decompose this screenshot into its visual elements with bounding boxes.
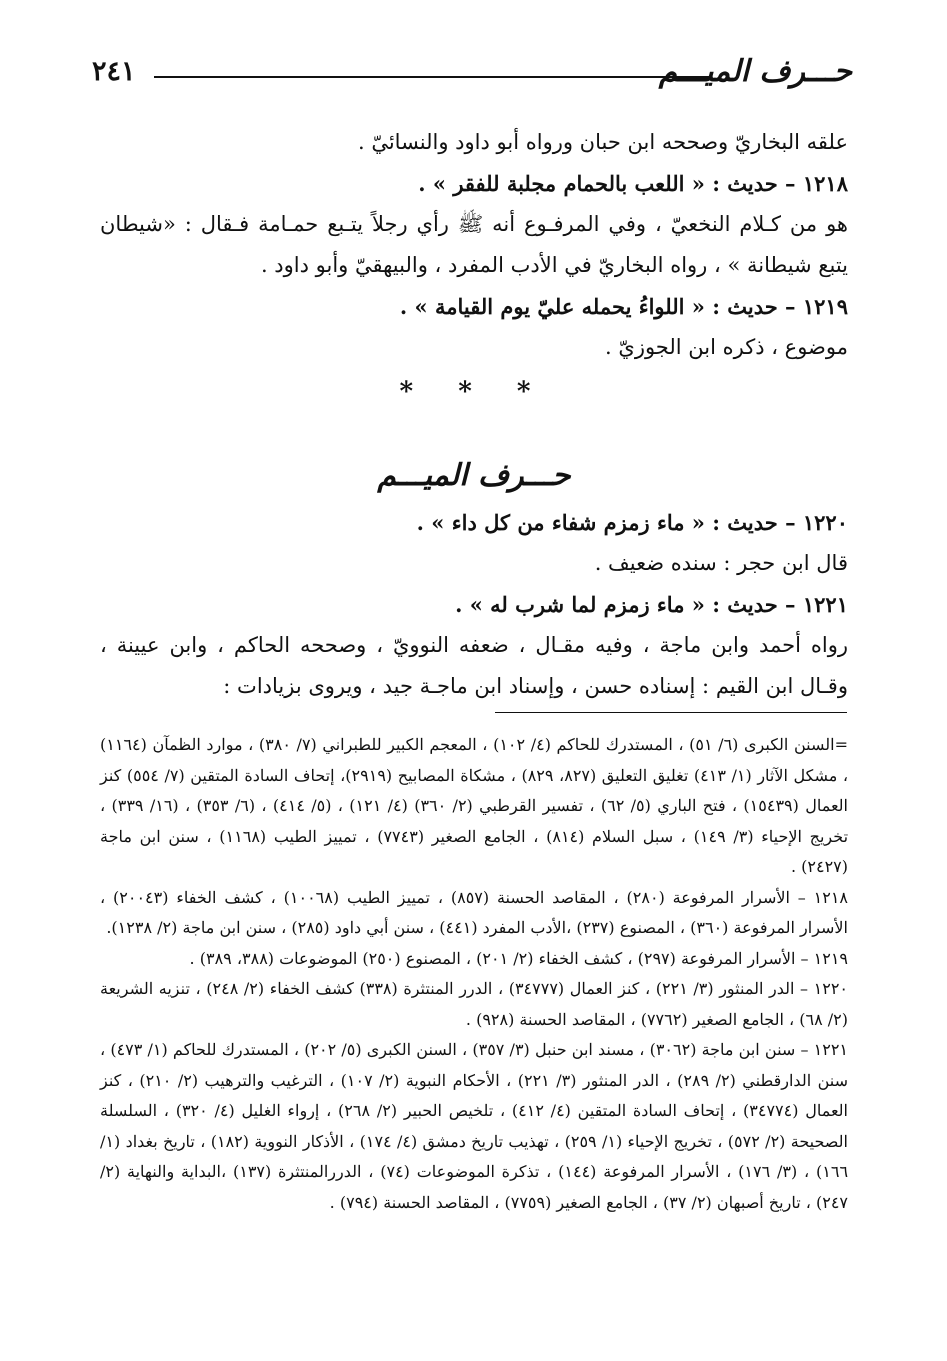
section-separator: * * *	[399, 377, 549, 407]
footnote: ١٢١٨ – الأسرار المرفوعة (٢٨٠) ، المقاصد الحسنة (٨٥٧) ، تمييز الطيب (١٠٠٦٨) ، كشف الخفاء (٢٠٠٤٣) ، الأسرار المرفوعة (٣٦٠) ، المصنوع (٢٣٧) ،الأدب المفرد (٤٤١) ، سنن أبي داود (٢٨٥) ، سنن ابن ماجة (٢/ ١٢٣٨).	[100, 887, 848, 937]
footnote: =السنن الكبرى (٦/ ٥١) ، المستدرك للحاكم (٤/ ١٠٢) ، المعجم الكبير للطبراني (٧/ ٣٨٠) ، موارد الظمآن (١١٦٤) ، مشكل الآثار (١/ ٤١٣) تغليق التعليق (٨٢٧، ٨٢٩) ، مشكاة المصابيح (٢٩١٩)، إتحاف السادة المتقين (٧/ ٥٥٤) كنز العمال (١٥٤٣٩) ، فتح الباري (٥/ ٦٢) ، تفسير القرطبي (٢/ ٣٦٠) (٤/ ١٢١) ، (٥/ ٤١٤) ، (٦/ ٣٥٣) ، (١٦/ ٣٣٩) ، تخريج الإحياء (٣/ ١٤٩) ، سبل السلام (٨١٤) ، الجامع الصغير (٧٧٤٣) ، تمييز الطيب (١١٦٨) ، سنن ابن ماجة (٢٤٢٧) .	[100, 735, 849, 876]
section-title: حـــرف الميـــم	[377, 458, 571, 493]
hadith-heading: ١٢٢١ – حديث : « ماء زمزم لما شرب له » .	[455, 592, 848, 617]
footnote: ١٢٢٠ – الدر المنثور (٣/ ٢٢١) ، كنز العمال (٣٤٧٧٧) ، الدرر المنتثرة (٣٣٨) كشف الخفاء (٢/ ٢٤٨) ، تنزيه الشريعة (٢/ ٦٨) ، الجامع الصغير (٧٧٦٢) ، المقاصد الحسنة (٩٢٨) .	[100, 979, 848, 1029]
footnote-rule	[495, 712, 847, 713]
text-line: موضوع ، ذكره ابن الجوزيّ .	[605, 335, 848, 359]
text-line: علقه البخاريّ وصححه ابن حبان ورواه أبو داود والنسائيّ .	[357, 130, 848, 154]
footnote: ١٢١٩ – الأسرار المرفوعة (٢٩٧) ، كشف الخفاء (٢/ ٢٠١) ، المصنوع (٢٥٠) الموضوعات (٣٨٨، ٣٨٩) .	[189, 948, 848, 968]
text-line: رواه أحمد وابن ماجة ، وفيه مقـال ، ضعفه النوويّ ، وصححه الحاكم ، وابن عيينة ، وقـال ابن القيم : إسناده حسن ، وإسناد ابن ماجـة جيد ، ويروى بزيادات :	[100, 633, 848, 698]
main-text	[100, 122, 848, 707]
running-title: حـــرف الميـــم	[658, 54, 852, 89]
footnotes	[100, 730, 848, 1218]
footnote: ١٢٢١ – سنن ابن ماجة (٣٠٦٢) ، مسند ابن حنبل (٣/ ٣٥٧) ، السنن الكبرى (٥/ ٢٠٢) ، المستدرك للحاكم (١/ ٤٧٣) ، سنن الدارقطني (٢/ ٢٨٩) ، الدر المنثور (٣/ ٢٢١) ، الأحكام النبوية (٢/ ١٠٧) ، الترغيب والترهيب (٢/ ٢١٠) ، كنز العمال (٣٤٧٧٤) ، إتحاف السادة المتقين (٤/ ٤١٢) ، تلخيص الحبير (٢/ ٢٦٨) ، إرواء الغليل (٤/ ٣٢٠) ، السلسلة الصحيحة (٢/ ٥٧٢) ، تخريج الإحياء (١/ ٢٥٩) ، تهذيب تاريخ دمشق (٤/ ١٧٤) ، الأذكار النووية (١٨٢) ، تاريخ بغداد (١/ ١٦٦) ، (٣/ ١٧٦) ، الأسرار المرفوعة (١٤٤) ، تذكرة الموضوعات (٧٤) ، الدررالمنتثرة (١٣٧) ،البداية والنهاية (٢/ ٢٤٧) ، تاريخ أصبهان (٢/ ٣٧) ، الجامع الصغير (٧٧٥٩) ، المقاصد الحسنة (٧٩٤) .	[100, 1040, 849, 1212]
hadith-heading: ١٢٢٠ – حديث : « ماء زمزم شفاء من كل داء » .	[416, 510, 848, 535]
header-rule	[154, 76, 712, 78]
hadith-heading: ١٢١٩ – حديث : « اللواءُ يحمله عليّ يوم القيامة » .	[399, 294, 848, 319]
page-header	[92, 54, 852, 98]
text-line: قال ابن حجر : سنده ضعيف .	[594, 551, 848, 575]
page-number: ٢٤١	[92, 56, 136, 87]
hadith-heading: ١٢١٨ – حديث : « اللعب بالحمام مجلبة للفقر » .	[418, 171, 848, 196]
text-line: هو من كـلام النخعيّ ، وفي المرفـوع أنه ﷺ رأي رجلاً يتـبع حمـامة فـقال : «شيطان يتبع شيطانة » ، رواه البخاريّ في الأدب المفرد ، والبيهقيّ وأبو داود .	[100, 212, 848, 277]
